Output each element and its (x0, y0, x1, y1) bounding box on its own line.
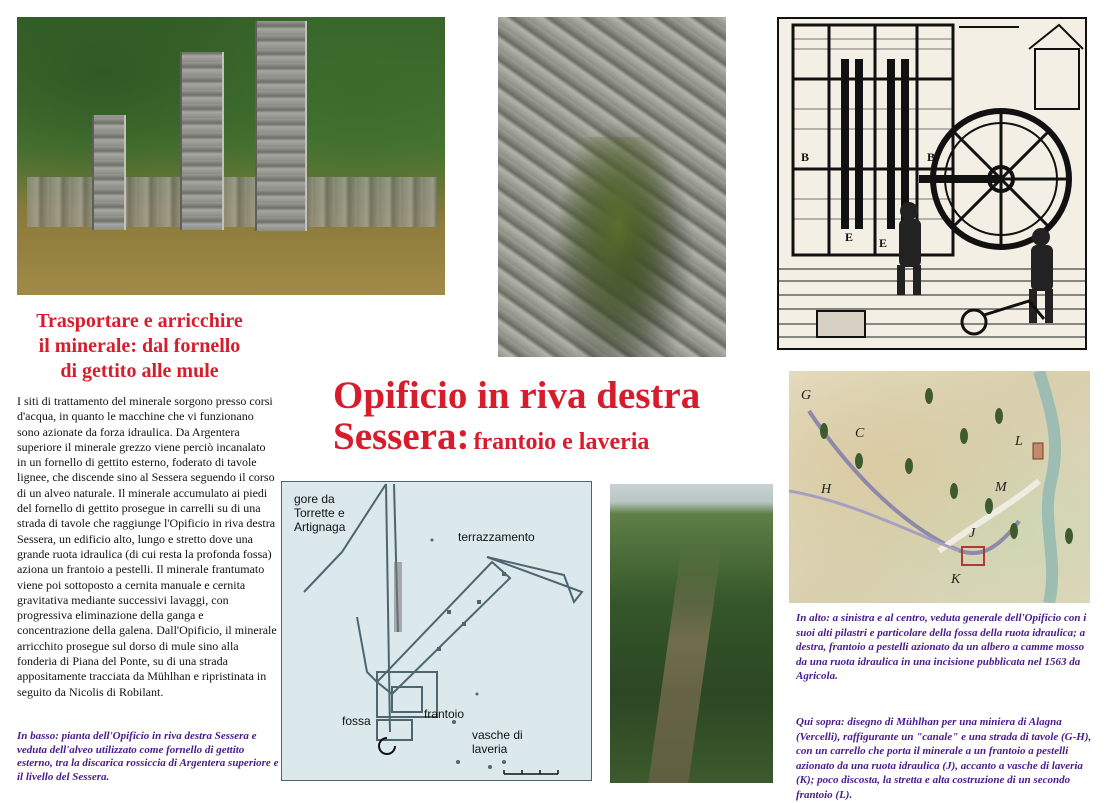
map-letter-c: C (855, 426, 865, 441)
letter-e1: E (845, 230, 854, 244)
subtitle-line: Trasportare e arricchire (36, 310, 243, 332)
subtitle-line: di gettito alle mule (60, 360, 219, 382)
stone-pillar (180, 52, 224, 230)
plan-label-line: vasche di (472, 728, 523, 742)
map-letter-h: H (821, 482, 832, 497)
map-letter-j: J (969, 526, 976, 541)
plan-label-frantoio: frantoio (424, 707, 465, 721)
main-title-line2 (333, 417, 649, 465)
map-letter-k: K (951, 572, 961, 587)
opificio-plan (281, 481, 592, 781)
plan-label-vasche (472, 728, 523, 756)
map-letter-l: L (1015, 434, 1023, 449)
subtitle-line: il minerale: dal fornello (38, 335, 241, 357)
stone-pillar (255, 21, 307, 231)
photo-valley-ravine (610, 484, 773, 783)
main-title-sessera: Sessera: (333, 415, 470, 458)
plan-label-line: gore da (294, 492, 335, 506)
main-title-line1: Opificio in riva destra (333, 374, 701, 417)
ravine-channel (648, 544, 722, 783)
moss-patch (558, 137, 678, 357)
woodcut-stamp-mill (777, 17, 1087, 350)
letter-b1: B (801, 150, 810, 164)
caption-muhlhan-drawing: Qui sopra: disegno di Mühlhan per una miniera di Alagna (Vercelli), raffigurante un "canale" e una strada di tavole (G-H), con un carrello che porta il minerale a un frantoio a pestelli azionato da una ruota idraulica (J), accanto a vasche di laveria (K); poco discosta, la stretta e alta costruzione di un secondo frantoio (L). (796, 716, 1092, 801)
plan-label-terrazzamento: terrazzamento (458, 530, 535, 544)
photo-opificio-pillars (17, 17, 445, 295)
stone-wall (27, 177, 437, 227)
stone-pillar (92, 115, 126, 230)
map-letter-g: G (801, 388, 812, 403)
main-title-frantoio: frantoio e laveria (473, 429, 650, 455)
plan-label-line: Torrette e (294, 506, 345, 520)
photo-wheel-pit (498, 17, 726, 357)
muhlhan-drawing (789, 371, 1090, 603)
caption-photos-top: In alto: a sinistra e al centro, veduta generale dell'Opificio con i suoi alti pilastri e particolare della fossa della ruota idraulica; a destra, frantoio a pestelli azionato da un albero a camme mosso da una ruota idraulica in una incisione pubblicata nel 1563 da Agricola. (796, 612, 1087, 683)
woodcut-drawing (779, 19, 1085, 348)
plan-label-gore (294, 492, 345, 534)
plan-label-fossa: fossa (342, 714, 371, 728)
map-letter-m: M (995, 480, 1007, 495)
muhlhan-drawing-svg (789, 371, 1090, 603)
caption-plan: In basso: pianta dell'Opificio in riva destra Sessera e veduta dell'alveo utilizzato come fornello di gettito esterno, tra la discarica rossiccia di Argentera superiore e il livello del Sessera. (17, 730, 279, 783)
plan-label-line: Artignaga (294, 520, 346, 534)
section-subtitle (17, 309, 262, 384)
body-paragraph: I siti di trattamento del minerale sorgono presso corsi d'acqua, in quanto le macchine che vi funzionano sono azionate da forza idraulica. Da Argentera superiore il minerale grezzo viene perciò incanalato in un fornello di gettito esterno, foderato di tavole lignee, che discende sino al Sessera seguendo il corso di un alveo naturale. Il minerale accumulato ai piedi del fornello di gettito prosegue in carrelli su di una strada di tavole che raggiunge l'Opificio in riva destra Sessera, un edificio alto, lungo e stretto dove una grande ruota idraulica (di cui resta la profonda fossa) aziona un frantoio a pestelli. Il minerale frantumato viene poi sottoposto a cernita manuale e cernita gravitativa mediante successivi lavaggi, con progressiva eliminazione della ganga e concentrazione della galena. Dall'Opificio, il minerale arricchito prosegue sul dorso di mule sino alla fonderia di Piana del Ponte, su di una strada appositamente tracciata da Mühlhan e ripristinata in seguito da Nicolis di Robilant. (17, 394, 277, 699)
letter-e2: E (879, 236, 888, 250)
plan-label-line: laveria (472, 742, 508, 756)
letter-b2: B (927, 150, 936, 164)
